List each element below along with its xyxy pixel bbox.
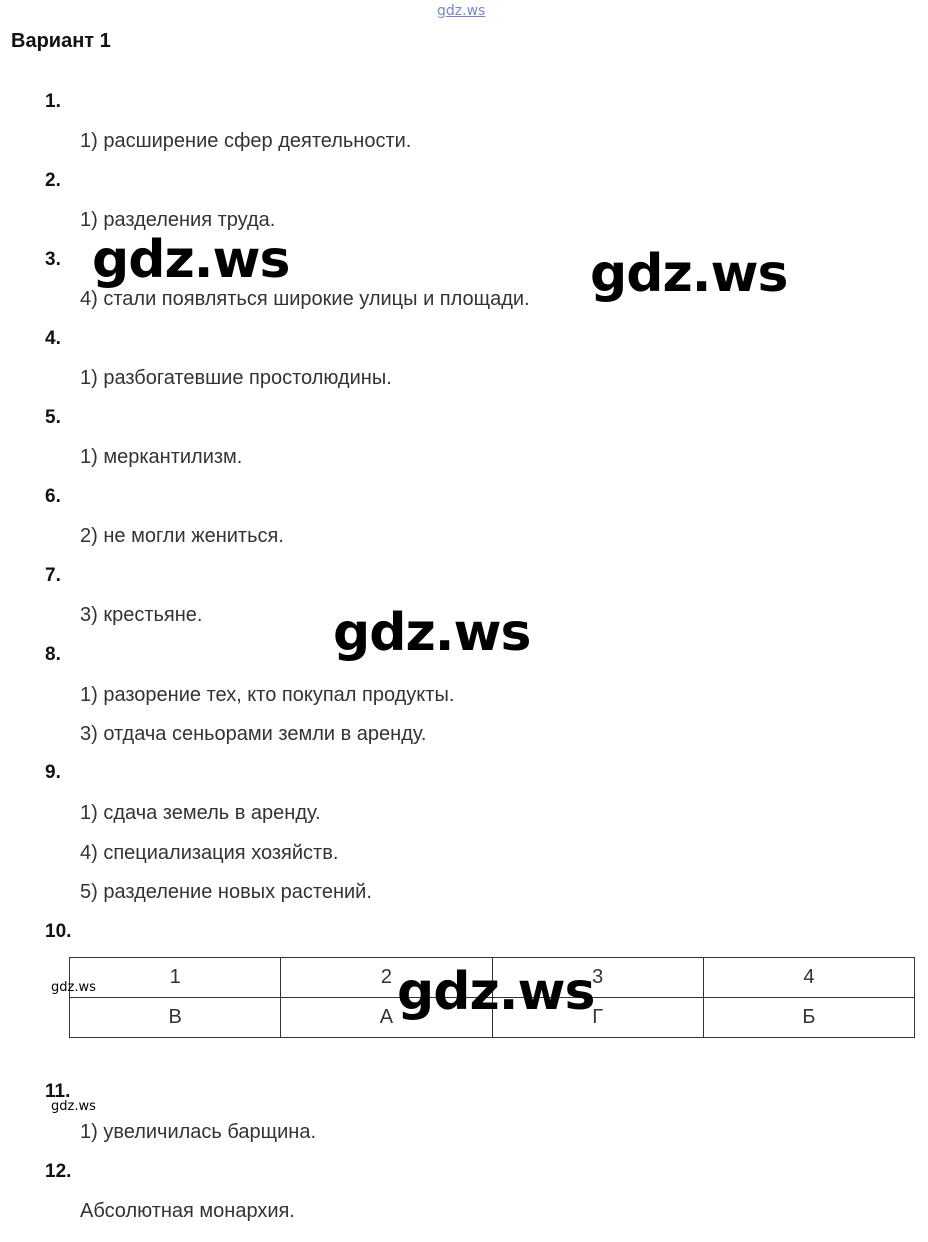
table-cell: А — [281, 998, 492, 1038]
answer-11-1: 1) увеличилась барщина. — [80, 1121, 316, 1143]
question-number-1: 1. — [45, 91, 61, 112]
answer-1-1: 1) расширение сфер деятельности. — [80, 130, 412, 152]
answer-9-1: 1) сдача земель в аренду. — [80, 802, 321, 824]
question-number-6: 6. — [45, 486, 61, 507]
question-number-2: 2. — [45, 170, 61, 191]
question-number-5: 5. — [45, 407, 61, 428]
answer-2-1: 1) разделения труда. — [80, 209, 276, 231]
question-number-3: 3. — [45, 249, 61, 270]
watermark-small: gdz.ws — [51, 980, 96, 995]
watermark: gdz.ws — [92, 230, 290, 290]
watermark-small: gdz.ws — [51, 1099, 96, 1114]
watermark: gdz.ws — [333, 603, 531, 663]
table-cell: 3 — [492, 958, 703, 998]
question-number-7: 7. — [45, 565, 61, 586]
answer-8-1: 1) разорение тех, кто покупал продукты. — [80, 684, 455, 706]
answer-8-2: 3) отдача сеньорами земли в аренду. — [80, 723, 427, 745]
table-cell: В — [70, 998, 281, 1038]
question-number-9: 9. — [45, 762, 61, 783]
table-cell: 4 — [703, 958, 914, 998]
answer-4-1: 1) разбогатевшие простолюдины. — [80, 367, 392, 389]
question-number-11: 11. — [45, 1081, 71, 1102]
table-cell: Б — [703, 998, 914, 1038]
question-number-4: 4. — [45, 328, 61, 349]
question-number-10: 10. — [45, 921, 72, 942]
table-cell: Г — [492, 998, 703, 1038]
answer-12-1: Абсолютная монархия. — [80, 1200, 295, 1222]
question-number-8: 8. — [45, 644, 61, 665]
page-title: Вариант 1 — [11, 30, 111, 52]
answer-9-2: 4) специализация хозяйств. — [80, 842, 339, 864]
answer-5-1: 1) меркантилизм. — [80, 446, 243, 468]
watermark: gdz.ws — [590, 244, 788, 304]
answer-6-1: 2) не могли жениться. — [80, 525, 284, 547]
watermark-top-link[interactable]: gdz.ws — [437, 3, 486, 19]
answer-3-1: 4) стали появляться широкие улицы и площади. — [80, 288, 530, 310]
answer-9-3: 5) разделение новых растений. — [80, 881, 372, 903]
answer-7-1: 3) крестьяне. — [80, 604, 203, 626]
question-number-12: 12. — [45, 1161, 72, 1182]
table-cell: 1 — [70, 958, 281, 998]
table-cell: 2 — [281, 958, 492, 998]
watermark: gdz.ws — [397, 962, 595, 1022]
